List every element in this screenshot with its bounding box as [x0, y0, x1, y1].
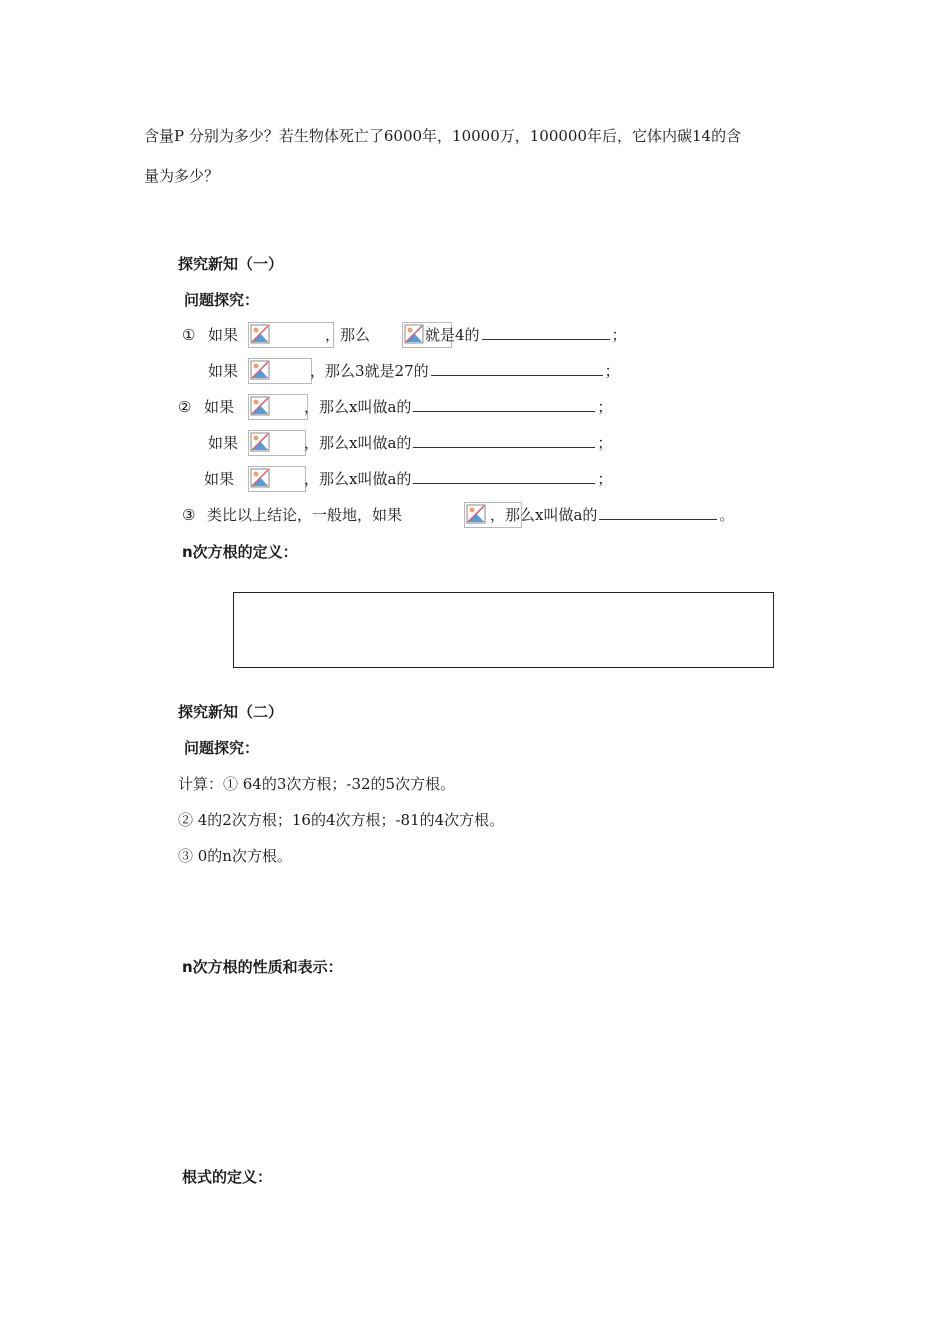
calc-line-3: ③ 0的n次方根。	[178, 847, 292, 865]
q1a-middle: ，那么	[325, 326, 371, 344]
definition-answer-box[interactable]	[233, 592, 774, 668]
section-2-subtitle: 问题探究：	[184, 739, 260, 757]
semicolon: ；	[604, 362, 620, 380]
q2a-suffix	[304, 397, 612, 417]
semicolon: ；	[597, 434, 613, 452]
calc-line-2: ② 4的2次方根；16的4次方根；-81的4次方根。	[178, 811, 505, 829]
q1a-suffix-text: 就是4的	[425, 326, 480, 344]
intro-line-2: 量为多少？	[144, 167, 220, 185]
section-2-title: 探究新知（二）	[178, 703, 284, 721]
q2a-prefix: 如果	[204, 398, 235, 416]
q2c-suffix	[304, 469, 612, 489]
q1b-suffix	[310, 361, 620, 381]
broken-image-icon	[250, 324, 270, 344]
broken-image-icon	[250, 360, 270, 380]
answer-blank[interactable]	[413, 433, 595, 448]
broken-image-icon	[250, 468, 270, 488]
q3-suffix	[490, 505, 734, 525]
semicolon: ；	[611, 326, 627, 344]
formula-image	[248, 466, 306, 492]
formula-image	[248, 358, 312, 384]
calc-line-1: 计算：① 64的3次方根；-32的5次方根。	[178, 775, 456, 793]
broken-image-icon	[250, 432, 270, 452]
q2a-suffix-text: ，那么x叫做a的	[304, 398, 412, 416]
formula-image	[248, 322, 334, 348]
q3-number: ③	[182, 506, 196, 524]
broken-image-icon	[466, 504, 486, 524]
q2c-suffix-text: ，那么x叫做a的	[304, 470, 412, 488]
radical-definition-label: 根式的定义：	[182, 1168, 273, 1186]
section-1-title: 探究新知（一）	[178, 255, 284, 273]
q3-prefix: 类比以上结论，一般地，如果	[207, 506, 403, 524]
q3-suffix-text: ，那么x叫做a的	[490, 506, 598, 524]
semicolon: ；	[597, 470, 613, 488]
answer-blank[interactable]	[431, 361, 603, 376]
section-1-subtitle: 问题探究：	[184, 291, 260, 309]
q1b-suffix-text: ，那么3就是27的	[310, 362, 429, 380]
formula-image	[248, 430, 306, 456]
q2a-number: ②	[178, 398, 192, 416]
q1a-suffix	[425, 325, 627, 345]
broken-image-icon	[250, 396, 270, 416]
q2c-prefix: 如果	[204, 470, 235, 488]
answer-blank[interactable]	[413, 397, 595, 412]
q1a-number: ①	[182, 326, 196, 344]
answer-blank[interactable]	[413, 469, 595, 484]
answer-blank[interactable]	[599, 505, 717, 520]
q1a-prefix: 如果	[208, 326, 239, 344]
answer-blank[interactable]	[482, 325, 610, 340]
properties-label: n次方根的性质和表示：	[182, 958, 343, 976]
q2b-prefix: 如果	[208, 434, 239, 452]
q1b-prefix: 如果	[208, 362, 239, 380]
q2b-suffix-text: ，那么x叫做a的	[304, 434, 412, 452]
broken-image-icon	[404, 324, 424, 344]
definition-label: n次方根的定义：	[182, 543, 298, 561]
intro-line-1: 含量P 分别为多少？若生物体死亡了6000年，10000万，100000年后，它体内碳14的含	[144, 127, 742, 145]
semicolon: ；	[597, 398, 613, 416]
formula-image	[248, 394, 308, 420]
period: 。	[719, 506, 735, 524]
q2b-suffix	[304, 433, 612, 453]
